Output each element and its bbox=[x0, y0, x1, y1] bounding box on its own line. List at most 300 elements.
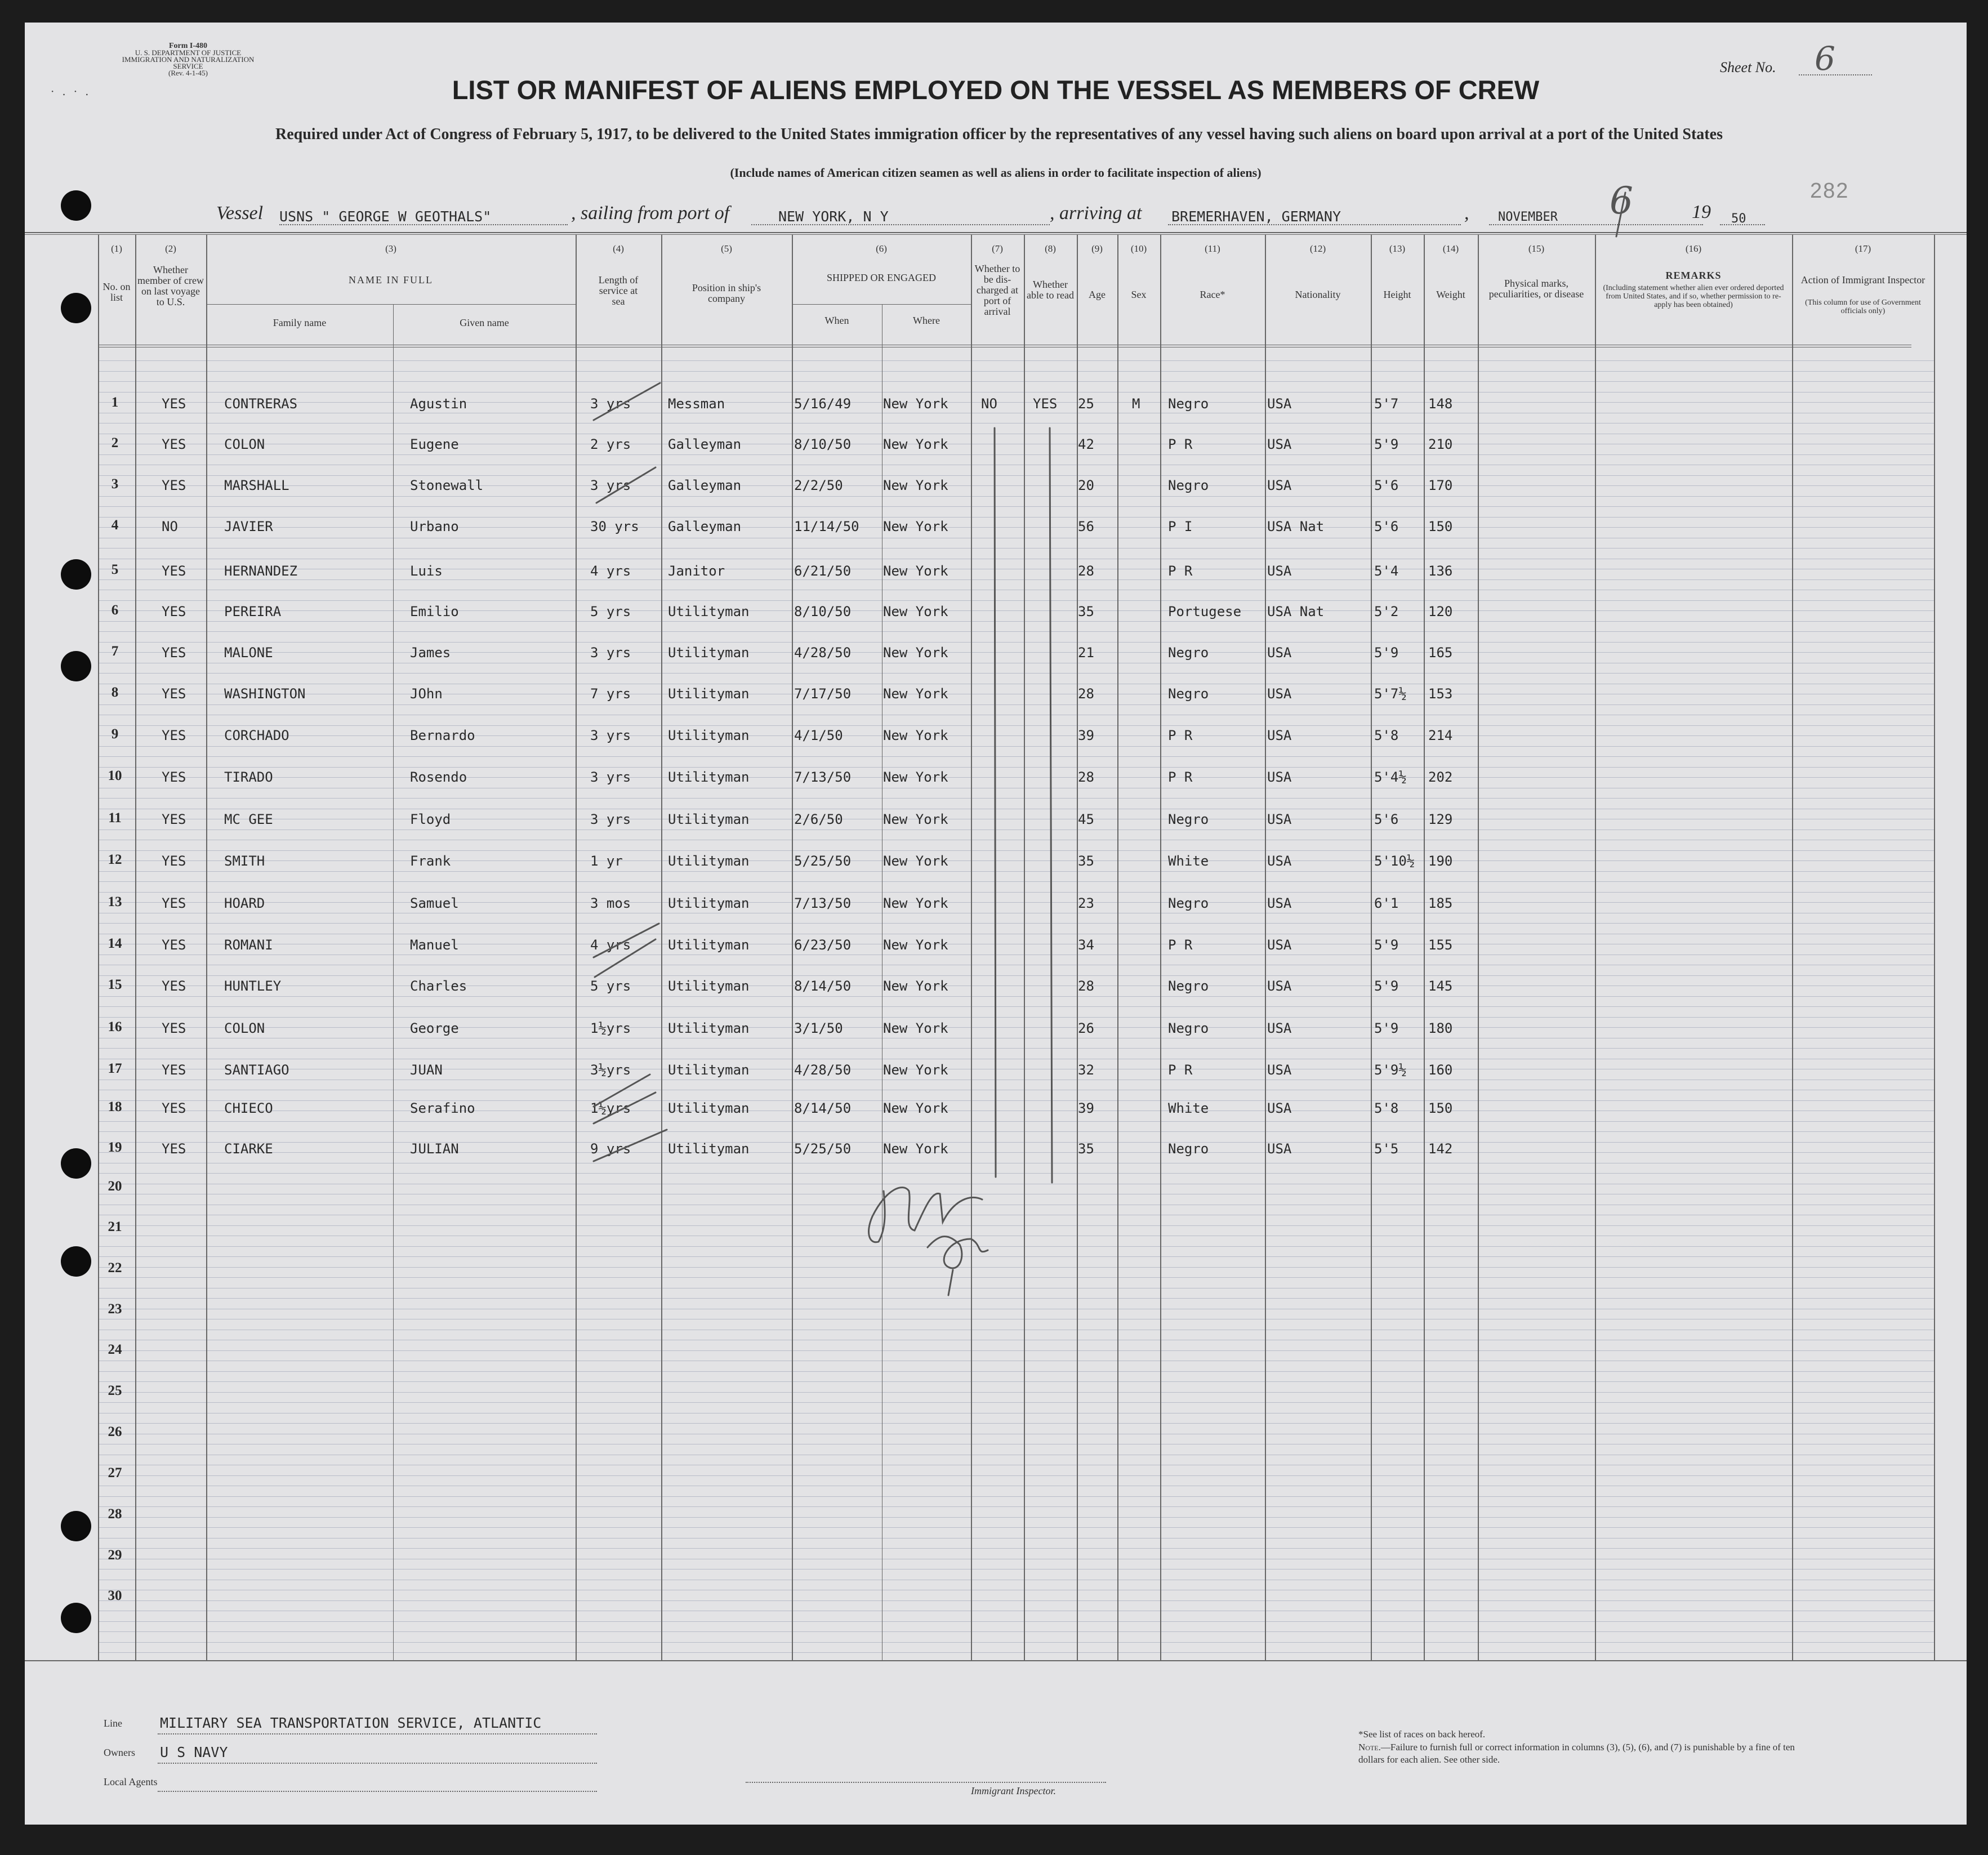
cell-shipped-where: New York bbox=[883, 1141, 948, 1157]
cell-given-name: Serafino bbox=[410, 1100, 475, 1116]
agents-label: Local Agents bbox=[104, 1776, 158, 1787]
cell-age: 25 bbox=[1078, 396, 1094, 412]
cell-weight: 148 bbox=[1428, 396, 1453, 412]
cell-age: 28 bbox=[1078, 563, 1094, 579]
row-number: 28 bbox=[108, 1506, 122, 1522]
vessel-label: Vessel bbox=[216, 203, 264, 224]
cell-nationality: USA bbox=[1267, 1141, 1292, 1157]
col14-num: (14) bbox=[1442, 243, 1459, 254]
cell-race: Negro bbox=[1168, 686, 1209, 702]
cell-shipped-when: 7/13/50 bbox=[794, 895, 852, 911]
cell-shipped-when: 6/23/50 bbox=[794, 937, 852, 953]
cell-family-name: CIARKE bbox=[224, 1141, 273, 1157]
cell-age: 32 bbox=[1078, 1062, 1094, 1078]
cell-shipped-where: New York bbox=[883, 645, 948, 661]
cell-age: 35 bbox=[1078, 853, 1094, 869]
cell-given-name: Bernardo bbox=[410, 728, 475, 743]
col-height-header: Height bbox=[1383, 289, 1411, 300]
cell-family-name: TIRADO bbox=[224, 769, 273, 785]
cell-weight: 150 bbox=[1428, 1100, 1453, 1116]
cell-given-name: Stonewall bbox=[410, 478, 484, 493]
cell-race: P R bbox=[1168, 769, 1193, 785]
cell-shipped-where: New York bbox=[883, 853, 948, 869]
col3-num: (3) bbox=[385, 243, 396, 254]
cell-shipped-when: 3/1/50 bbox=[794, 1020, 843, 1036]
col15-num: (15) bbox=[1528, 243, 1545, 254]
cell-height: 5'5 bbox=[1374, 1141, 1399, 1157]
cell-prev-voyage: YES bbox=[162, 604, 186, 619]
year-prefix: 19 bbox=[1692, 202, 1711, 222]
cell-shipped-where: New York bbox=[883, 563, 948, 579]
cell-family-name: HERNANDEZ bbox=[224, 563, 298, 579]
cell-age: 23 bbox=[1078, 895, 1094, 911]
cell-given-name: Frank bbox=[410, 853, 451, 869]
cell-race: P R bbox=[1168, 1062, 1193, 1078]
cell-weight: 150 bbox=[1428, 519, 1453, 534]
cell-age: 28 bbox=[1078, 686, 1094, 702]
cell-given-name: Floyd bbox=[410, 811, 451, 827]
row-number: 21 bbox=[108, 1219, 122, 1234]
cell-shipped-where: New York bbox=[883, 895, 948, 911]
cell-service-length: 3 yrs bbox=[590, 769, 631, 785]
cell-prev-voyage: YES bbox=[162, 937, 186, 953]
cell-nationality: USA bbox=[1267, 728, 1292, 743]
cell-race: Negro bbox=[1168, 1020, 1209, 1036]
cell-family-name: HUNTLEY bbox=[224, 978, 282, 994]
cell-given-name: Emilio bbox=[410, 604, 459, 619]
arriving-label: , arriving at bbox=[1050, 203, 1142, 224]
cell-shipped-when: 7/17/50 bbox=[794, 686, 852, 702]
cell-service-length: 7 yrs bbox=[590, 686, 631, 702]
cell-age: 39 bbox=[1078, 1100, 1094, 1116]
cell-discharged: NO bbox=[981, 396, 997, 412]
cell-age: 42 bbox=[1078, 436, 1094, 452]
stamp-number: 282 bbox=[1810, 179, 1849, 203]
cell-height: 5'9 bbox=[1374, 436, 1399, 452]
cell-position: Janitor bbox=[668, 563, 725, 579]
row-number: 27 bbox=[108, 1465, 122, 1481]
cell-family-name: COLON bbox=[224, 436, 265, 452]
departure-port: NEW YORK, N Y bbox=[778, 208, 889, 225]
col-discharged-header: Whether to be dis-charged at port of arrival bbox=[974, 263, 1020, 317]
shipping-line: MILITARY SEA TRANSPORTATION SERVICE, ATLANTIC bbox=[160, 1715, 542, 1731]
cell-shipped-when: 6/21/50 bbox=[794, 563, 852, 579]
row-number: 29 bbox=[108, 1548, 122, 1563]
cell-prev-voyage: YES bbox=[162, 1020, 186, 1036]
row-number: 6 bbox=[111, 603, 119, 618]
cell-race: Negro bbox=[1168, 396, 1209, 412]
cell-position: Utilityman bbox=[668, 937, 750, 953]
cell-nationality: USA Nat bbox=[1267, 604, 1325, 619]
row-number: 22 bbox=[108, 1260, 122, 1276]
cell-weight: 129 bbox=[1428, 811, 1453, 827]
cell-service-length: 3 yrs bbox=[590, 811, 631, 827]
cell-shipped-when: 8/10/50 bbox=[794, 436, 852, 452]
cell-position: Galleyman bbox=[668, 519, 742, 534]
row-number: 10 bbox=[108, 768, 122, 783]
subtitle-note: (Include names of American citizen seamen as well as aliens in order to facilitate inspection of aliens) bbox=[730, 166, 1262, 180]
col7-num: (7) bbox=[992, 243, 1003, 254]
cell-nationality: USA bbox=[1267, 478, 1292, 493]
cell-height: 5'8 bbox=[1374, 1100, 1399, 1116]
cell-given-name: Samuel bbox=[410, 895, 459, 911]
cell-height: 5'7½ bbox=[1374, 686, 1407, 702]
cell-shipped-when: 8/14/50 bbox=[794, 1100, 852, 1116]
cell-prev-voyage: YES bbox=[162, 563, 186, 579]
year-suffix: 50 bbox=[1731, 212, 1746, 226]
col-remarks-note: (Including statement whether alien ever ordered deported from United States, and if so, whether permission to re-apply has been obtained) bbox=[1603, 284, 1784, 309]
col-remarks-header: REMARKS bbox=[1665, 270, 1722, 281]
cell-prev-voyage: YES bbox=[162, 645, 186, 661]
cell-nationality: USA Nat bbox=[1267, 519, 1325, 534]
row-number: 1 bbox=[111, 395, 119, 410]
col4-num: (4) bbox=[613, 243, 624, 254]
cell-height: 5'9 bbox=[1374, 978, 1399, 994]
col10-num: (10) bbox=[1130, 243, 1147, 254]
cell-shipped-when: 4/1/50 bbox=[794, 728, 843, 743]
cell-position: Utilityman bbox=[668, 769, 750, 785]
cell-given-name: Eugene bbox=[410, 436, 459, 452]
cell-height: 5'6 bbox=[1374, 478, 1399, 493]
cell-height: 6'1 bbox=[1374, 895, 1399, 911]
col-no-header: No. on list bbox=[102, 281, 131, 303]
cell-age: 56 bbox=[1078, 519, 1094, 534]
cell-family-name: CHIECO bbox=[224, 1100, 273, 1116]
cell-weight: 214 bbox=[1428, 728, 1453, 743]
dots-mark: ·.·. bbox=[51, 84, 97, 98]
cell-position: Utilityman bbox=[668, 1141, 750, 1157]
row-number: 9 bbox=[111, 726, 119, 742]
cell-weight: 165 bbox=[1428, 645, 1453, 661]
row-number: 2 bbox=[111, 435, 119, 451]
cell-height: 5'9 bbox=[1374, 937, 1399, 953]
cell-weight: 155 bbox=[1428, 937, 1453, 953]
cell-service-length: 1 yr bbox=[590, 853, 623, 869]
cell-service-length: 3½yrs bbox=[590, 1062, 631, 1078]
col-when-header: When bbox=[824, 315, 849, 326]
cell-shipped-when: 5/16/49 bbox=[794, 396, 852, 412]
cell-race: Negro bbox=[1168, 478, 1209, 493]
col9-num: (9) bbox=[1091, 243, 1103, 254]
cell-height: 5'7 bbox=[1374, 396, 1399, 412]
cell-family-name: MALONE bbox=[224, 645, 273, 661]
handwriting-overlay bbox=[25, 23, 1967, 1825]
cell-position: Utilityman bbox=[668, 895, 750, 911]
cell-age: 26 bbox=[1078, 1020, 1094, 1036]
col2-num: (2) bbox=[165, 243, 176, 254]
cell-family-name: SMITH bbox=[224, 853, 265, 869]
cell-age: 35 bbox=[1078, 604, 1094, 619]
cell-family-name: ROMANI bbox=[224, 937, 273, 953]
col-prev-voyage-header: Whether member of crew on last voyage to U.S. bbox=[137, 264, 204, 307]
cell-nationality: USA bbox=[1267, 937, 1292, 953]
cell-prev-voyage: YES bbox=[162, 811, 186, 827]
col-service-header: Length of service at sea bbox=[598, 274, 639, 307]
row-number: 13 bbox=[108, 894, 122, 909]
races-note: *See list of races on back hereof. bbox=[1358, 1729, 1486, 1740]
row-number: 19 bbox=[108, 1140, 122, 1155]
row-number: 16 bbox=[108, 1019, 122, 1034]
cell-family-name: WASHINGTON bbox=[224, 686, 306, 702]
cell-position: Utilityman bbox=[668, 728, 750, 743]
note-label: Note. bbox=[1358, 1742, 1381, 1753]
row-number: 15 bbox=[108, 977, 122, 992]
cell-shipped-when: 11/14/50 bbox=[794, 519, 859, 534]
row-number: 4 bbox=[111, 518, 119, 533]
row-number: 25 bbox=[108, 1383, 122, 1398]
cell-shipped-where: New York bbox=[883, 604, 948, 619]
cell-shipped-where: New York bbox=[883, 1062, 948, 1078]
cell-service-length: 4 yrs bbox=[590, 563, 631, 579]
row-number: 24 bbox=[108, 1342, 122, 1357]
cell-nationality: USA bbox=[1267, 811, 1292, 827]
cell-given-name: JUAN bbox=[410, 1062, 443, 1078]
cell-service-length: 1½yrs bbox=[590, 1100, 631, 1116]
form-revision: (Rev. 4-1-45) bbox=[168, 69, 208, 77]
cell-service-length: 2 yrs bbox=[590, 436, 631, 452]
col-action-note: (This column for use of Government officials only) bbox=[1805, 298, 1921, 315]
col11-num: (11) bbox=[1205, 243, 1220, 254]
row-number: 5 bbox=[111, 562, 119, 577]
arrival-port: BREMERHAVEN, GERMANY bbox=[1171, 208, 1341, 225]
vessel-name: USNS " GEORGE W GEOTHALS" bbox=[279, 208, 492, 225]
cell-given-name: George bbox=[410, 1020, 459, 1036]
cell-shipped-where: New York bbox=[883, 1020, 948, 1036]
note-text: —Failure to furnish full or correct information in columns (3), (5), (6), and (7) is punishable by a fine of ten dollars for each alien. See other side. bbox=[1358, 1742, 1795, 1765]
cell-given-name: Urbano bbox=[410, 519, 459, 534]
cell-shipped-where: New York bbox=[883, 811, 948, 827]
cell-service-length: 3 mos bbox=[590, 895, 631, 911]
col1-num: (1) bbox=[111, 243, 122, 254]
cell-given-name: JOhn bbox=[410, 686, 443, 702]
cell-height: 5'9 bbox=[1374, 645, 1399, 661]
cell-service-length: 3 yrs bbox=[590, 478, 631, 493]
cell-given-name: James bbox=[410, 645, 451, 661]
cell-nationality: USA bbox=[1267, 563, 1292, 579]
cell-family-name: COLON bbox=[224, 1020, 265, 1036]
cell-position: Messman bbox=[668, 396, 725, 412]
cell-prev-voyage: YES bbox=[162, 1141, 186, 1157]
cell-prev-voyage: YES bbox=[162, 853, 186, 869]
cell-family-name: HOARD bbox=[224, 895, 265, 911]
cell-weight: 142 bbox=[1428, 1141, 1453, 1157]
cell-nationality: USA bbox=[1267, 853, 1292, 869]
form-number: Form I-480 bbox=[168, 42, 208, 50]
department-name: U. S. DEPARTMENT OF JUSTICE bbox=[135, 48, 242, 57]
col-action-header: Action of Immigrant Inspector bbox=[1800, 274, 1925, 286]
cell-shipped-where: New York bbox=[883, 519, 948, 534]
cell-given-name: JULIAN bbox=[410, 1141, 459, 1157]
cell-family-name: SANTIAGO bbox=[224, 1062, 289, 1078]
cell-position: Utilityman bbox=[668, 604, 750, 619]
cell-prev-voyage: YES bbox=[162, 769, 186, 785]
cell-shipped-where: New York bbox=[883, 978, 948, 994]
row-number: 23 bbox=[108, 1301, 122, 1317]
cell-age: 21 bbox=[1078, 645, 1094, 661]
cell-family-name: JAVIER bbox=[224, 519, 273, 534]
cell-race: Negro bbox=[1168, 811, 1209, 827]
cell-given-name: Agustin bbox=[410, 396, 467, 412]
cell-height: 5'9 bbox=[1374, 1020, 1399, 1036]
cell-service-length: 30 yrs bbox=[590, 519, 639, 534]
col13-num: (13) bbox=[1389, 243, 1406, 254]
cell-weight: 136 bbox=[1428, 563, 1453, 579]
cell-given-name: Charles bbox=[410, 978, 467, 994]
cell-prev-voyage: YES bbox=[162, 396, 186, 412]
cell-service-length: 3 yrs bbox=[590, 645, 631, 661]
col12-num: (12) bbox=[1309, 243, 1326, 254]
cell-shipped-where: New York bbox=[883, 769, 948, 785]
cell-service-length: 4 yrs bbox=[590, 937, 631, 953]
col-read-header: Whether able to read bbox=[1027, 279, 1074, 301]
owners-label: Owners bbox=[104, 1747, 135, 1758]
row-number: 14 bbox=[108, 936, 122, 951]
cell-height: 5'4½ bbox=[1374, 769, 1407, 785]
page-title: LIST OR MANIFEST OF ALIENS EMPLOYED ON THE VESSEL AS MEMBERS OF CREW bbox=[452, 75, 1540, 105]
cell-position: Utilityman bbox=[668, 1062, 750, 1078]
cell-age: 20 bbox=[1078, 478, 1094, 493]
cell-race: White bbox=[1168, 1100, 1209, 1116]
cell-weight: 202 bbox=[1428, 769, 1453, 785]
row-number: 12 bbox=[108, 852, 122, 867]
cell-able-to-read: YES bbox=[1033, 396, 1058, 412]
cell-weight: 145 bbox=[1428, 978, 1453, 994]
cell-age: 35 bbox=[1078, 1141, 1094, 1157]
service-name: IMMIGRATION AND NATURALIZATION SERVICE bbox=[122, 55, 255, 70]
cell-sex: M bbox=[1132, 396, 1140, 412]
arrival-day: 6 bbox=[1610, 179, 1633, 222]
cell-age: 28 bbox=[1078, 978, 1094, 994]
col-shipped-header: SHIPPED OR ENGAGED bbox=[826, 272, 936, 283]
col-race-header: Race* bbox=[1200, 289, 1225, 300]
cell-family-name: PEREIRA bbox=[224, 604, 282, 619]
cell-service-length: 5 yrs bbox=[590, 604, 631, 619]
row-number: 26 bbox=[108, 1424, 122, 1439]
cell-shipped-when: 7/13/50 bbox=[794, 769, 852, 785]
row-number: 3 bbox=[111, 476, 119, 492]
cell-race: Negro bbox=[1168, 978, 1209, 994]
cell-shipped-when: 4/28/50 bbox=[794, 1062, 852, 1078]
row-number: 8 bbox=[111, 685, 119, 700]
cell-nationality: USA bbox=[1267, 686, 1292, 702]
cell-prev-voyage: YES bbox=[162, 1100, 186, 1116]
cell-weight: 160 bbox=[1428, 1062, 1453, 1078]
cell-shipped-where: New York bbox=[883, 1100, 948, 1116]
cell-given-name: Manuel bbox=[410, 937, 459, 953]
col5-num: (5) bbox=[721, 243, 732, 254]
cell-race: P R bbox=[1168, 563, 1193, 579]
cell-nationality: USA bbox=[1267, 1020, 1292, 1036]
page-subtitle: Required under Act of Congress of February 5, 1917, to be delivered to the United States immigration officer by the representatives of any vessel having such aliens on board upon arrival at a port of the United States bbox=[275, 126, 1723, 143]
cell-nationality: USA bbox=[1267, 645, 1292, 661]
col-family-header: Family name bbox=[273, 317, 327, 328]
cell-prev-voyage: YES bbox=[162, 436, 186, 452]
cell-shipped-when: 5/25/50 bbox=[794, 1141, 852, 1157]
row-number: 17 bbox=[108, 1061, 122, 1076]
col16-num: (16) bbox=[1685, 243, 1702, 254]
cell-race: Portugese bbox=[1168, 604, 1242, 619]
cell-shipped-when: 2/6/50 bbox=[794, 811, 843, 827]
cell-nationality: USA bbox=[1267, 978, 1292, 994]
cell-shipped-when: 2/2/50 bbox=[794, 478, 843, 493]
cell-weight: 190 bbox=[1428, 853, 1453, 869]
col-age-header: Age bbox=[1089, 289, 1106, 300]
cell-shipped-where: New York bbox=[883, 478, 948, 493]
cell-age: 45 bbox=[1078, 811, 1094, 827]
col-name-header: NAME IN FULL bbox=[349, 274, 433, 286]
cell-shipped-when: 5/25/50 bbox=[794, 853, 852, 869]
cell-shipped-when: 8/10/50 bbox=[794, 604, 852, 619]
cell-prev-voyage: YES bbox=[162, 895, 186, 911]
col-nationality-header: Nationality bbox=[1295, 289, 1341, 300]
cell-height: 5'9½ bbox=[1374, 1062, 1407, 1078]
line-label: Line bbox=[104, 1718, 122, 1729]
cell-position: Utilityman bbox=[668, 1100, 750, 1116]
cell-position: Utilityman bbox=[668, 978, 750, 994]
cell-position: Utilityman bbox=[668, 811, 750, 827]
cell-given-name: Rosendo bbox=[410, 769, 467, 785]
cell-height: 5'10½ bbox=[1374, 853, 1415, 869]
cell-position: Utilityman bbox=[668, 686, 750, 702]
col8-num: (8) bbox=[1045, 243, 1056, 254]
cell-position: Utilityman bbox=[668, 853, 750, 869]
arrival-month: NOVEMBER bbox=[1498, 210, 1558, 224]
cell-service-length: 9 yrs bbox=[590, 1141, 631, 1157]
sailing-label: , sailing from port of bbox=[571, 203, 730, 224]
cell-shipped-where: New York bbox=[883, 436, 948, 452]
cell-weight: 153 bbox=[1428, 686, 1453, 702]
row-number: 30 bbox=[108, 1588, 122, 1603]
cell-height: 5'4 bbox=[1374, 563, 1399, 579]
cell-shipped-when: 8/14/50 bbox=[794, 978, 852, 994]
cell-nationality: USA bbox=[1267, 769, 1292, 785]
col17-num: (17) bbox=[1855, 243, 1871, 254]
cell-family-name: CONTRERAS bbox=[224, 396, 298, 412]
cell-position: Utilityman bbox=[668, 1020, 750, 1036]
cell-height: 5'8 bbox=[1374, 728, 1399, 743]
col-where-header: Where bbox=[913, 315, 940, 326]
cell-nationality: USA bbox=[1267, 1062, 1292, 1078]
cell-weight: 210 bbox=[1428, 436, 1453, 452]
cell-race: Negro bbox=[1168, 645, 1209, 661]
cell-nationality: USA bbox=[1267, 1100, 1292, 1116]
cell-shipped-where: New York bbox=[883, 937, 948, 953]
cell-race: P R bbox=[1168, 728, 1193, 743]
sheet-number: 6 bbox=[1815, 39, 1835, 78]
cell-height: 5'2 bbox=[1374, 604, 1399, 619]
cell-weight: 170 bbox=[1428, 478, 1453, 493]
cell-position: Galleyman bbox=[668, 478, 742, 493]
cell-weight: 180 bbox=[1428, 1020, 1453, 1036]
cell-shipped-when: 4/28/50 bbox=[794, 645, 852, 661]
inspector-label: Immigrant Inspector. bbox=[971, 1785, 1056, 1796]
cell-service-length: 5 yrs bbox=[590, 978, 631, 994]
cell-weight: 185 bbox=[1428, 895, 1453, 911]
cell-race: Negro bbox=[1168, 895, 1209, 911]
cell-position: Galleyman bbox=[668, 436, 742, 452]
cell-age: 28 bbox=[1078, 769, 1094, 785]
cell-prev-voyage: YES bbox=[162, 728, 186, 743]
cell-nationality: USA bbox=[1267, 895, 1292, 911]
cell-service-length: 1½yrs bbox=[590, 1020, 631, 1036]
cell-nationality: USA bbox=[1267, 396, 1292, 412]
sheet-label: Sheet No. bbox=[1720, 59, 1776, 75]
fine-note bbox=[1358, 1741, 1798, 1766]
cell-race: P I bbox=[1168, 519, 1193, 534]
cell-age: 39 bbox=[1078, 728, 1094, 743]
cell-family-name: MC GEE bbox=[224, 811, 273, 827]
cell-race: P R bbox=[1168, 937, 1193, 953]
